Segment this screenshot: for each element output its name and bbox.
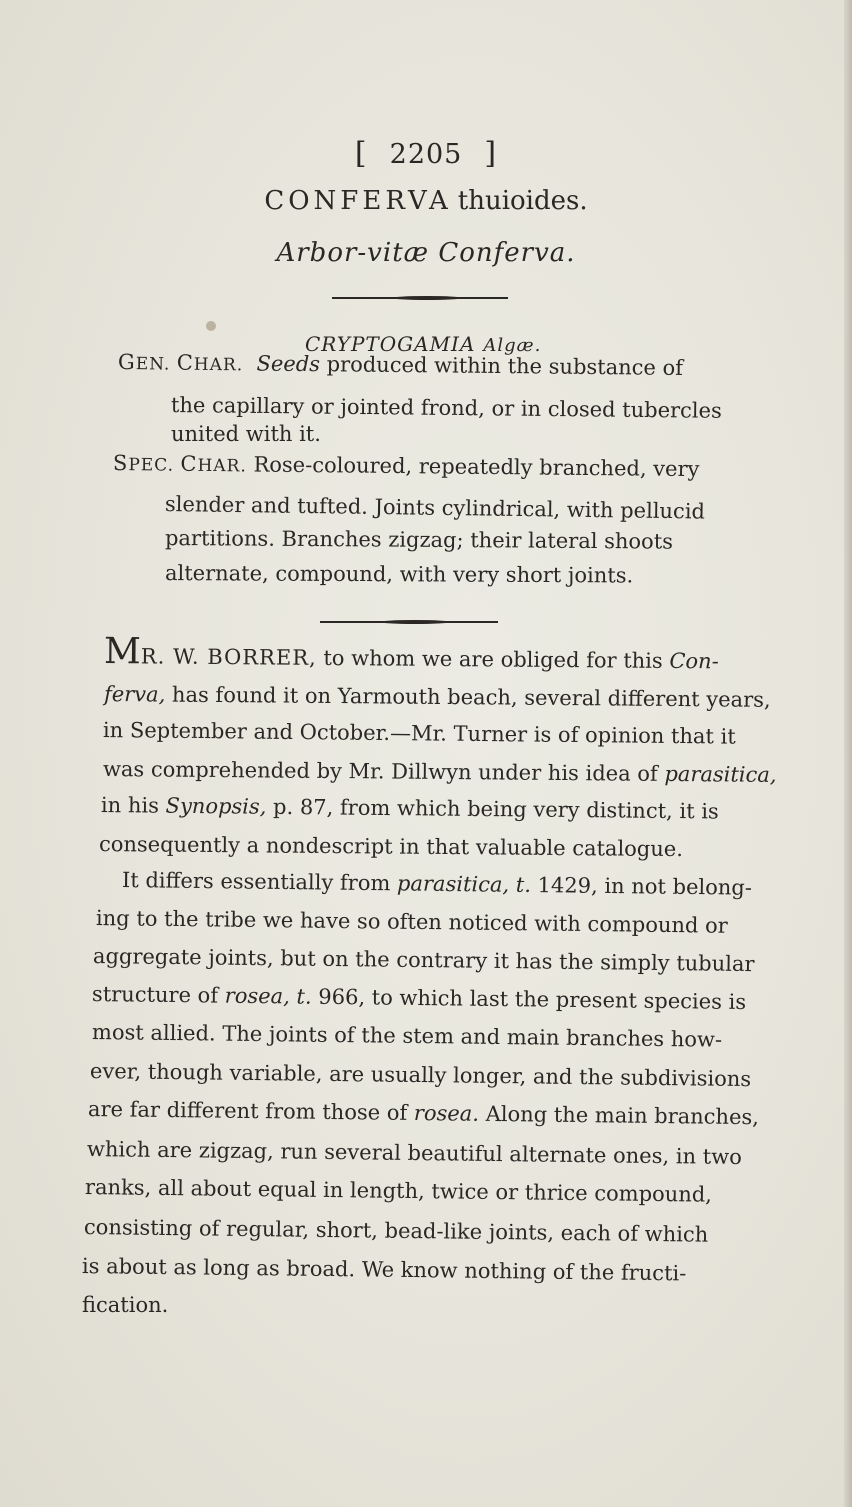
body-p2-line-9: ranks, all about equal in length, twice or thrice compound, — [84, 1175, 713, 1207]
body-p2-line-5: most allied. The joints of the stem and main branches how- — [91, 1020, 723, 1052]
species-title — [0, 186, 852, 216]
body-text: in his — [100, 793, 166, 818]
body-text: structure of — [91, 982, 225, 1008]
classification-class: CRYPTOGAMIA — [305, 332, 476, 356]
paper-stain — [206, 321, 216, 331]
specific-character-line-2: slender and tufted. Joints cylindrical, with pellucid — [164, 492, 706, 524]
gen-char-label-rest: EN. — [135, 354, 177, 375]
body-text: p. 87, from which being very distinct, it is — [266, 794, 719, 824]
gen-char-italic-word: Seeds — [256, 351, 321, 377]
italic-word: parasitica, — [396, 871, 510, 897]
specific-character-line-3: partitions. Branches zigzag; their lateral shoots — [164, 526, 674, 554]
italic-word: rosea, — [224, 983, 290, 1009]
italic-word: rosea. — [413, 1100, 480, 1126]
classification-order: Algæ. — [483, 335, 542, 356]
italic-word: Synopsis, — [165, 793, 267, 819]
specific-character-line-1 — [113, 453, 700, 480]
body-text: It differs essentially from — [121, 868, 398, 896]
body-p2-line-1 — [122, 870, 752, 899]
species-name: thuioides. — [457, 186, 588, 216]
spec-char-line-1-text: Rose-coloured, repeatedly branched, very — [246, 452, 700, 482]
body-text: has found it on Yarmouth beach, several different years, — [165, 682, 771, 712]
plate-number — [0, 136, 852, 171]
body-p2-line-11: is about as long as broad. We know nothing of the fructi- — [81, 1254, 687, 1286]
italic-word: t. — [296, 984, 312, 1009]
body-p2-line-7 — [88, 1099, 759, 1128]
body-text: to whom we are obliged for this — [316, 645, 670, 673]
generic-character-line-1 — [118, 352, 683, 379]
body-p2-line-3: aggregate joints, but on the contrary it has the simply tubular — [92, 944, 755, 977]
genus-name: CONFERVA — [264, 186, 452, 216]
body-p1-line-1 — [103, 631, 719, 675]
gen-char-line-1-text: produced within the substance of — [319, 352, 684, 380]
gen-char-label-initial-2: C — [176, 350, 195, 375]
body-p2-line-4 — [92, 984, 746, 1013]
body-p1-line-2 — [104, 684, 771, 711]
common-name: Arbor-vitæ Conferva. — [276, 238, 576, 268]
body-p2-line-6: ever, though variable, are usually longer, and the subdivisions — [89, 1059, 752, 1092]
page-edge — [844, 0, 852, 1507]
body-text: 966, to which last the present species is — [311, 984, 747, 1014]
plate-number-value: 2205 — [389, 139, 463, 170]
italic-word: ferva, — [103, 682, 166, 707]
spec-char-label-rest-2: HAR. — [197, 455, 247, 477]
body-text: Along the main branches, — [478, 1101, 760, 1130]
body-text: are far different from those of — [87, 1097, 415, 1125]
body-p2-line-2: ing to the tribe we have so often noticed with compound or — [95, 906, 728, 938]
name-borrer: R. W. BORRER, — [140, 644, 317, 670]
ornamental-rule-top-center — [392, 296, 462, 300]
body-p1-line-5 — [101, 795, 719, 822]
spec-char-label-initial: S — [112, 451, 129, 476]
italic-word: Con- — [669, 648, 719, 674]
italic-word: parasitica, — [664, 761, 777, 787]
bracket-open: [ — [354, 136, 368, 171]
body-p2-line-12: fication. — [82, 1293, 169, 1317]
ornamental-rule-bottom-center — [380, 620, 450, 624]
generic-character-line-3: united with it. — [171, 422, 321, 446]
body-p1-line-3: in September and October.—Mr. Turner is of opinion that it — [102, 718, 736, 749]
drop-initial: M — [103, 631, 142, 673]
bracket-close: ] — [484, 136, 498, 171]
generic-character-line-2: the capillary or jointed frond, or in closed tubercles — [170, 393, 722, 423]
specific-character-line-4: alternate, compound, with very short joints. — [164, 561, 634, 588]
gen-char-label-initial: G — [117, 350, 136, 375]
body-p2-line-8: which are zigzag, run several beautiful alternate ones, in two — [86, 1137, 742, 1169]
body-text: 1429, in not belong- — [530, 872, 753, 900]
spec-char-label-initial-2: C — [180, 451, 198, 476]
body-text: was comprehended by Mr. Dillwyn under his idea of — [102, 757, 665, 786]
gen-char-label-rest-2: HAR. — [193, 354, 244, 376]
body-p1-line-4 — [103, 759, 777, 786]
body-p1-line-6: consequently a nondescript in that valuable catalogue. — [98, 832, 684, 862]
italic-word: t. — [515, 872, 532, 897]
spec-char-label-rest: PEC. — [128, 455, 181, 476]
body-p2-line-10: consisting of regular, short, bead-like joints, each of which — [83, 1215, 709, 1247]
